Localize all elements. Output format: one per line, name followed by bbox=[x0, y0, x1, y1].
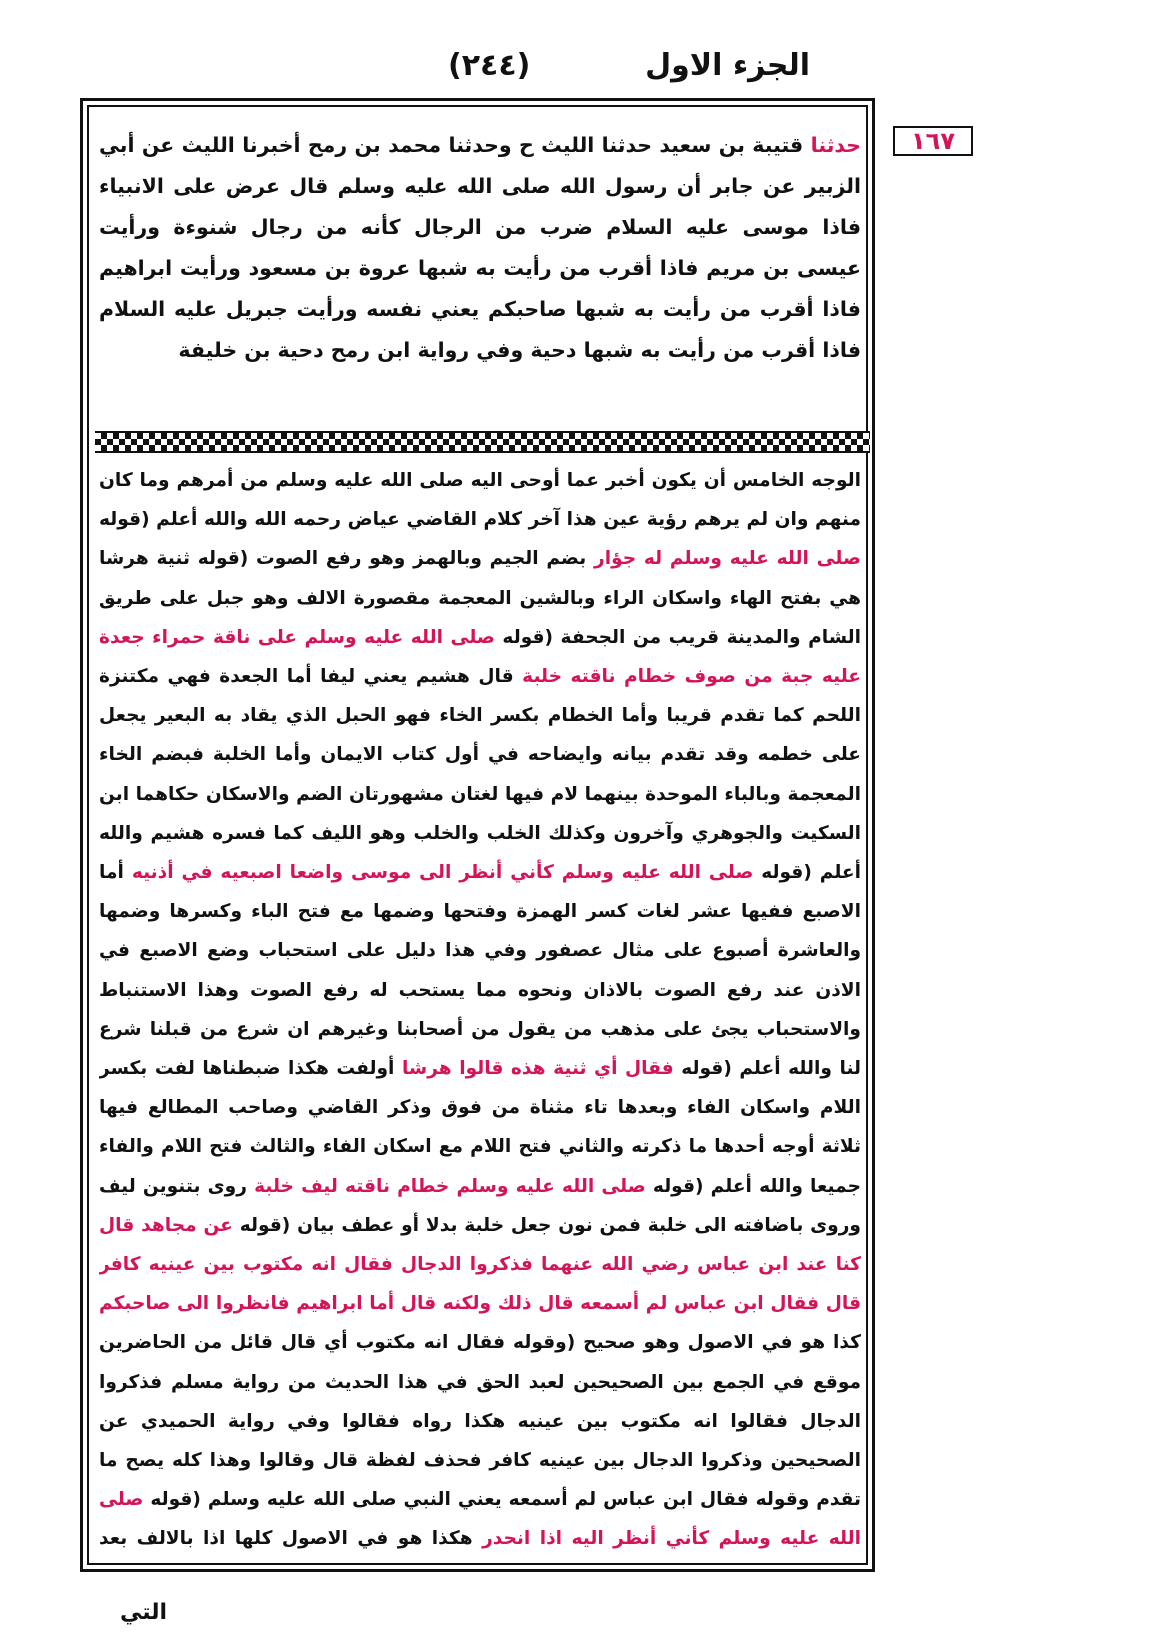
page-number: (٢٤٤) bbox=[448, 48, 531, 83]
hadith-label: حدثنا bbox=[810, 133, 862, 157]
commentary-segment: روى بتنوين ليف وروى باضافته الى خلبة فمن نون جعل خلبة بدلا أو عطف بيان (قوله bbox=[99, 1175, 861, 1236]
commentary-segment: بضم الجيم وبالهمز وهو رفع الصوت (قوله ثنية هرشا هي بفتح الهاء واسكان الراء وبالشين المعجمة مقصورة الالف وهو جبل على طريق الشام والمدينة قريب من الجحفة (قوله bbox=[99, 548, 861, 648]
commentary-quote: عن مجاهد قال كنا عند ابن عباس رضي الله عنهما فذكروا الدجال فقال انه مكتوب بين عينيه كافر قال فقال ابن عباس لم أسمعه قال ذلك ولكنه قال أما ابراهيم فانظروا الى صاحبكم bbox=[99, 1214, 861, 1315]
commentary-quote: صلى الله عليه وسلم كأني أنظر الى موسى واضعا اصبعيه في أذنيه bbox=[131, 862, 754, 884]
hadith-number: ١٦٧ bbox=[893, 126, 973, 156]
commentary-quote: صلى الله عليه وسلم له جؤار bbox=[594, 548, 861, 570]
commentary-quote: فقال أي ثنية هذه قالوا هرشا bbox=[401, 1058, 674, 1080]
commentary-segment: هكذا هو في الاصول كلها اذا بالالف بعد bbox=[99, 1528, 473, 1550]
commentary-text bbox=[99, 461, 861, 1561]
commentary-segment: الوجه الخامس أن يكون أخبر عما أوحى اليه صلى الله عليه وسلم من أمرهم وما كان منهم وان لم يرهم رؤية عين هذا آخر كلام القاضي عياض رحمه الله والله أعلم (قوله bbox=[99, 470, 861, 531]
commentary-segment: قال هشيم يعني ليفا أما الجعدة فهي مكتنزة اللحم كما تقدم قريبا وأما الخطام بكسر الخاء فهو الحبل الذي يقاد به البعير يجعل على خطمه وقد تقدم بيانه وايضاحه في أول كتاب الايمان وأما الخلبة فبضم الخاء المعجمة وبالباء الموحدة بينهما لام فيها لغتان مشهورتان الضم والاسكان حكاهما ابن السكيت والجوهري وآخرون وكذلك الخلب والخلب وهو الليف كما فسره هشيم والله أعلم (قوله bbox=[99, 666, 861, 884]
commentary-quote: صلى الله عليه وسلم خطام ناقته ليف خلبة bbox=[254, 1175, 646, 1197]
part-title: الجزء الاول bbox=[645, 48, 810, 83]
page-frame bbox=[80, 98, 875, 1572]
commentary-quote: صلى الله عليه وسلم كأني أنظر اليه اذا انحدر bbox=[99, 1489, 861, 1550]
checkered-divider bbox=[95, 431, 870, 453]
hadith-text bbox=[99, 125, 861, 425]
commentary-segment: كذا هو في الاصول وهو صحيح (وقوله فقال انه مكتوب أي قال قائل من الحاضرين موقع في الجمع بين الصحيحين لعبد الحق في هذا الحديث من رواية مسلم فذكروا الدجال فقالوا انه مكتوب بين عينيه هكذا رواه فقالوا وفي رواية الحميدي عن الصحيحين وذكروا الدجال بين عينيه كافر فحذف لفظة قال وقالوا وهذا كله يصح ما تقدم وقوله فقال ابن عباس لم أسمعه يعني النبي صلى الله عليه وسلم (قوله bbox=[99, 1332, 861, 1511]
page-frame-inner bbox=[87, 105, 868, 1565]
commentary-segment: أولفت هكذا ضبطناها لفت بكسر اللام واسكان الفاء وبعدها تاء مثناة من فوق وذكر القاضي وصاحب المطالع فيها ثلاثة أوجه أحدها ما ذكرته والثاني فتح اللام مع اسكان الفاء والثالث فتح اللام والفاء جميعا والله أعلم (قوله bbox=[99, 1058, 861, 1197]
commentary-quote: صلى الله عليه وسلم على ناقة حمراء جعدة عليه جبة من صوف خطام ناقته خلبة bbox=[99, 626, 861, 688]
hadith-body: قتيبة بن سعيد حدثنا الليث ح وحدثنا محمد بن رمح أخبرنا الليث عن أبي الزبير عن جابر أن رسول الله صلى الله عليه وسلم قال عرض على الانبياء فاذا موسى عليه السلام ضرب من الرجال كأنه من رجال شنوءة ورأيت عيسى بن مريم فاذا أقرب من رأيت به شبها عروة بن مسعود ورأيت ابراهيم فاذا أقرب من رأيت به شبها صاحبكم يعني نفسه ورأيت جبريل عليه السلام فاذا أقرب من رأيت به شبها دحية وفي رواية ابن رمح دحية بن خليفة bbox=[99, 133, 861, 362]
commentary-segment: أما الاصبع ففيها عشر لغات كسر الهمزة وفتحها وضمها مع فتح الباء وكسرها وضمها والعاشرة أصبوع على مثال عصفور وفي هذا دليل على استحباب وضع الاصبع في الاذن عند رفع الصوت بالاذان ونحوه مما يستحب له رفع الصوت وهذا الاستنباط والاستحباب يجئ على مذهب من يقول من أصحابنا وغيرهم ان شرع من قبلنا شرع لنا والله أعلم (قوله bbox=[99, 862, 861, 1080]
catchword: التي bbox=[120, 1600, 168, 1625]
